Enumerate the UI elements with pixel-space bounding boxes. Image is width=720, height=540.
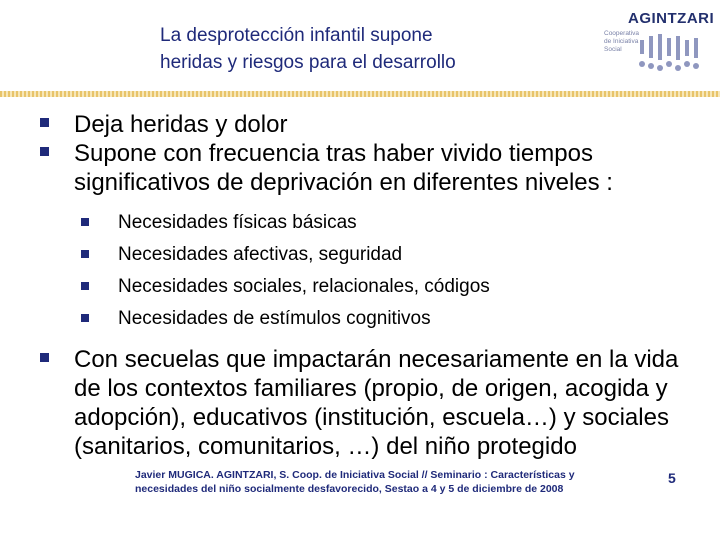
sub-bullet-text: Necesidades de estímulos cognitivos [118, 308, 431, 329]
logo-tagline: Cooperativa de Iniciativa Social [604, 30, 640, 53]
list-item [38, 139, 708, 197]
sub-list-item [78, 207, 708, 239]
sub-list-item [78, 271, 708, 303]
square-bullet-icon [81, 218, 89, 226]
square-bullet-icon [81, 250, 89, 258]
slide-body [38, 110, 708, 461]
sub-bullet-text: Necesidades físicas básicas [118, 212, 357, 233]
bullet-text: Con secuelas que impactarán necesariamente en la vida de los contextos familiares (propio, de origen, acogida y adopción), educativos (institución, escuela…) y sociales (sanitarios, comunitarios, …) del niño protegido [74, 346, 679, 460]
square-bullet-icon [40, 118, 49, 127]
title-line-2: heridas y riesgos para el desarrollo [160, 52, 456, 73]
bullet-text: Deja heridas y dolor [74, 111, 288, 138]
sub-list-item [78, 303, 708, 335]
list-item [38, 345, 708, 461]
sub-bullet-text: Necesidades afectivas, seguridad [118, 244, 403, 265]
header-divider [0, 91, 720, 97]
slide-title [160, 22, 600, 76]
square-bullet-icon [81, 314, 89, 322]
square-bullet-icon [81, 282, 89, 290]
sub-bullet-text: Necesidades sociales, relacionales, códigos [118, 276, 490, 297]
square-bullet-icon [40, 147, 49, 156]
sub-list [78, 207, 708, 335]
slide-footer: Javier MUGICA. AGINTZARI, S. Coop. de Iniciativa Social // Seminario : Características y necesidades del niño socialmente desfavorecido, Sestao a 4 y 5 de diciembre de 2008 [135, 469, 575, 495]
bullet-text: Supone con frecuencia tras haber vivido tiempos significativos de deprivación en diferentes niveles : [74, 140, 613, 196]
list-item [38, 110, 708, 139]
title-line-1: La desprotección infantil supone [160, 25, 433, 46]
square-bullet-icon [40, 353, 49, 362]
logo-wordmark: AGINTZARI [628, 10, 715, 27]
sub-list-item [78, 239, 708, 271]
page-number: 5 [668, 470, 676, 486]
